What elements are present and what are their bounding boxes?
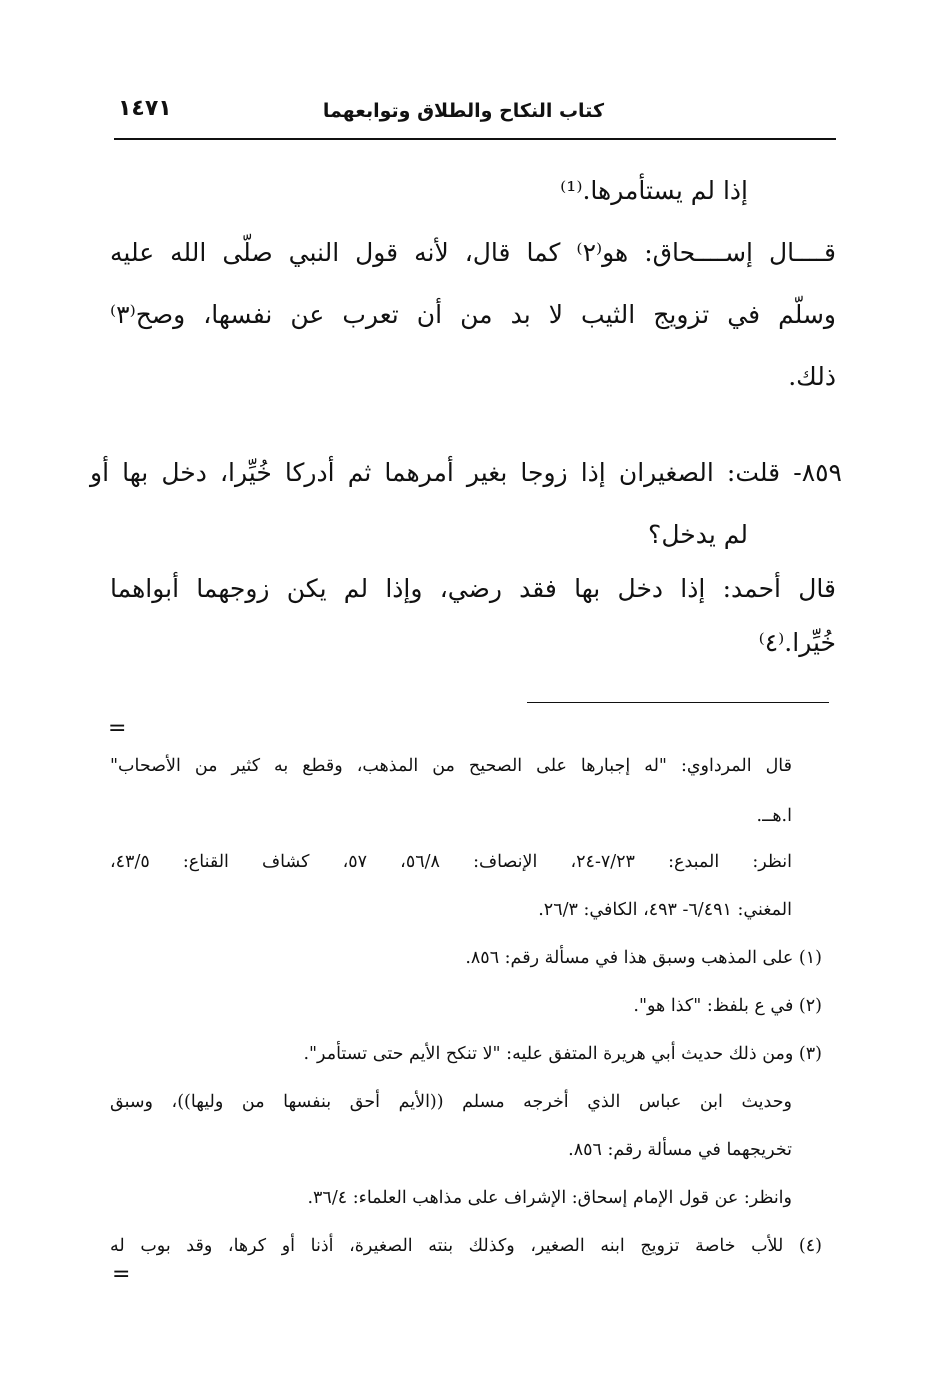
- footnote-separator: [527, 702, 829, 703]
- continuation-mark-bottom: =: [112, 1262, 131, 1287]
- text-line: ذلك.: [788, 362, 836, 391]
- text-line: خُيِّرا.⁽٤⁾: [758, 628, 836, 657]
- answer-line: قال أحمد: إذا دخل بها فقد رضي، وإذا لم يكن زوجهما أبواهما: [110, 574, 836, 603]
- footnote-4: (٤) للأب خاصة تزويج ابنه الصغير، وكذلك بنته الصغيرة، أذنا أو كرها، وقد بوب له: [110, 1236, 822, 1256]
- footnote-line: المغني: ٦/٤٩١- ٤٩٣، الكافي: ٢٦/٣.: [538, 900, 792, 920]
- footnote-line: وحديث ابن عباس الذي أخرجه مسلم ((الأيم أحق بنفسها من وليها))، وسبق: [110, 1092, 792, 1112]
- footnote-3: (٣) ومن ذلك حديث أبي هريرة المتفق عليه: "لا تنكح الأيم حتى تستأمر".: [303, 1044, 822, 1064]
- footnote-line: ا.هــ.: [756, 806, 792, 826]
- footnote-2: (٢) في ع بلفظ: "كذا هو".: [633, 996, 822, 1016]
- footnote-1: (١) على المذهب وسبق هذا في مسألة رقم: ٨٥٦.: [465, 948, 822, 968]
- text-line: قــــال إســــحاق: هو⁽٢⁾ كما قال، لأنه قول النبي صلّى الله عليه: [110, 238, 836, 267]
- header-rule: [114, 138, 836, 140]
- page-number: ١٤٧١: [118, 96, 172, 121]
- footnote-line: انظر: المبدع: ٧/٢٣-٢٤، الإنصاف: ٥٦/٨، ٥٧، كشاف القناع: ٤٣/٥،: [110, 852, 792, 872]
- running-header-title: كتاب النكاح والطلاق وتوابعهما: [322, 100, 604, 122]
- footnote-line: تخريجهما في مسألة رقم: ٨٥٦.: [568, 1140, 792, 1160]
- text-line: وسلّم في تزويج الثيب لا بد من أن تعرب عن نفسها، وصح⁽٣⁾: [110, 300, 836, 329]
- footnote-line: قال المرداوي: "له إجبارها على الصحيح من المذهب، وقطع به كثير من الأصحاب": [110, 756, 792, 776]
- text-line: إذا لم يستأمرها.⁽¹⁾: [560, 176, 748, 205]
- text-line: لم يدخل؟: [648, 520, 748, 549]
- continuation-mark-top: =: [108, 716, 127, 741]
- footnote-line: وانظر: عن قول الإمام إسحاق: الإشراف على مذاهب العلماء: ٣٦/٤.: [307, 1188, 792, 1208]
- question-859-line: ٨٥٩- قلت: الصغيران إذا زوجا بغير أمرهما ثم أدركا خُيِّرا، دخل بها أو: [90, 458, 842, 487]
